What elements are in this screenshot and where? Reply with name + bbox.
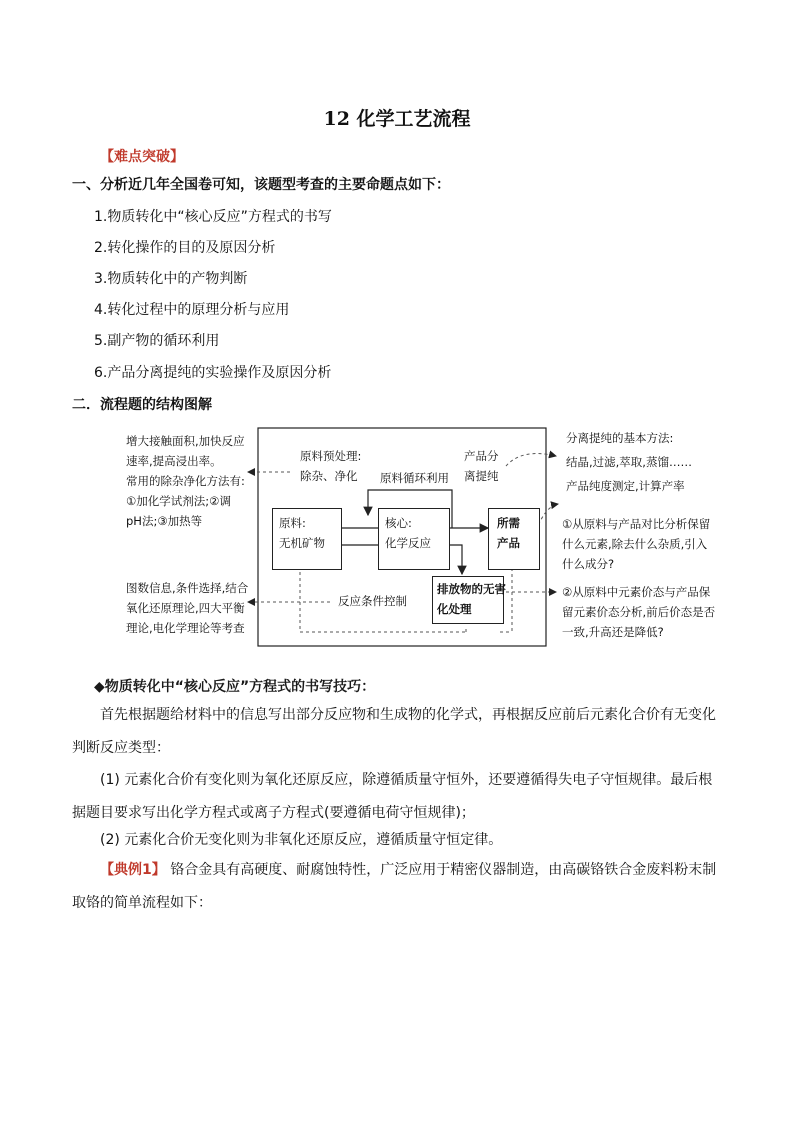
diagram-core-reaction-box: 核心: 化学反应	[378, 508, 450, 570]
diagram-note-pretreatment-purpose: 增大接触面积,加快反应 速率,提高浸出率。 常用的除杂净化方法有: ①加化学试剂法;②调 pH法;③加热等	[126, 434, 245, 528]
example-paragraph	[72, 854, 722, 920]
list-item: 6.产品分离提纯的实验操作及原因分析	[94, 365, 332, 381]
technique-heading: ◆物质转化中“核心反应”方程式的书写技巧：	[94, 679, 376, 695]
diagram-raw-material-box: 原料: 无机矿物	[272, 508, 342, 570]
list-item: 2.转化操作的目的及原因分析	[94, 240, 276, 256]
diagram-pretreatment-label: 原料预处理: 除杂、净化	[300, 449, 362, 483]
breakthrough-tag: 【难点突破】	[100, 149, 184, 165]
diagram-waste-box: 排放物的无害 化处理	[432, 576, 504, 624]
diagram-product-separation-label: 产品分 离提纯	[464, 449, 499, 483]
section2-heading: 二．流程题的结构图解	[72, 397, 212, 413]
list-item: 4.转化过程中的原理分析与应用	[94, 302, 290, 318]
list-item: 3.物质转化中的产物判断	[94, 271, 248, 287]
example-label: 【典例1】	[100, 862, 166, 878]
technique-intro: 首先根据题给材料中的信息写出部分反应物和生成物的化学式，再根据反应前后元素化合价有无变化判断反应类型：	[72, 707, 716, 756]
technique-point1: (1) 元素化合价有变化则为氧化还原反应，除遵循质量守恒外，还要遵循得失电子守恒规律。最后根据题目要求写出化学方程式或离子方程式(要遵循电荷守恒规律)；	[72, 772, 713, 821]
list-item: 5.副产物的循环利用	[94, 333, 220, 349]
diagram-note-separation: 分离提纯的基本方法: 结晶,过滤,萃取,蒸馏…… 产品纯度测定,计算产率	[566, 431, 692, 493]
section1-heading: 一、分析近几年全国卷可知，该题型考查的主要命题点如下：	[72, 177, 450, 193]
diagram-note-question1: ①从原料与产品对比分析保留 什么元素,除去什么杂质,引入 什么成分?	[562, 517, 711, 571]
example-text: 铬合金具有高硬度、耐腐蚀特性，广泛应用于精密仪器制造，由高碳铬铁合金废料粉末制取铬的简单流程如下：	[72, 862, 717, 911]
technique-point2: (2) 元素化合价无变化则为非氧化还原反应，遵循质量守恒定律。	[100, 832, 503, 848]
diagram-condition-label: 反应条件控制	[338, 594, 407, 608]
page-title: 12 化学工艺流程	[323, 108, 471, 130]
diagram-note-question2: ②从原料中元素价态与产品保 留元素价态分析,前后价态是否 一致,升高还是降低?	[562, 585, 716, 639]
list-item: 1.物质转化中“核心反应”方程式的书写	[94, 209, 332, 225]
diagram-recycle-label: 原料循环利用	[380, 471, 449, 485]
diagram-note-conditions: 图数信息,条件选择,结合 氧化还原理论,四大平衡 理论,电化学理论等考查	[126, 581, 249, 635]
diagram-product-box: 所需 产品	[488, 508, 540, 570]
